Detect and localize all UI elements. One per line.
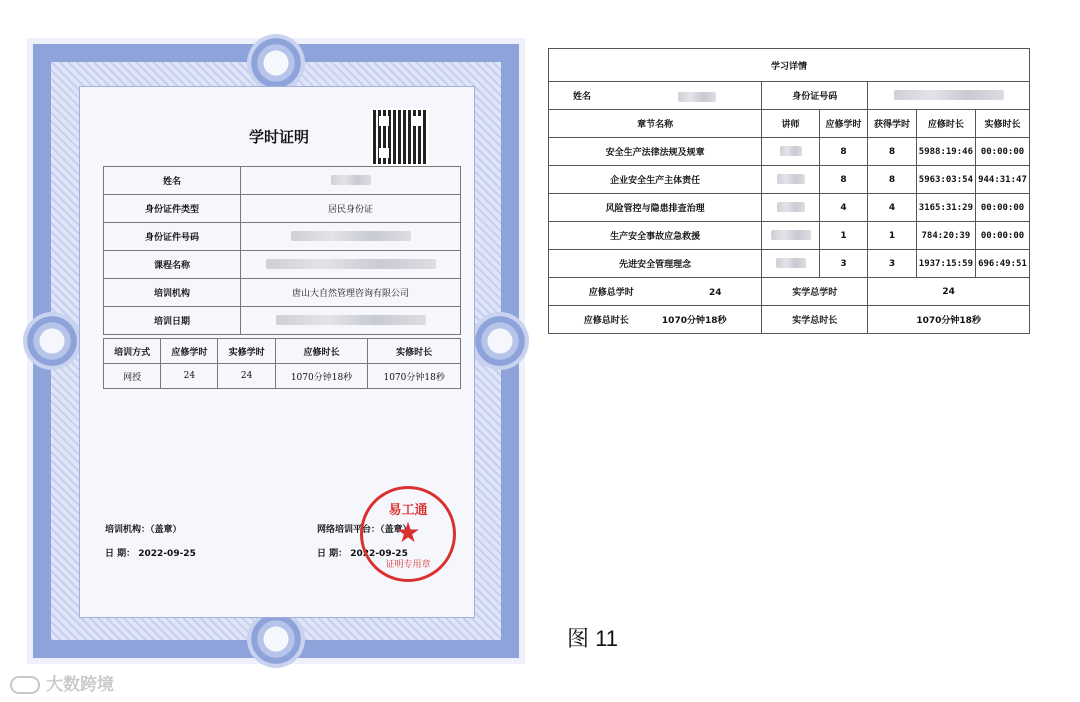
chapter-name: 企业安全生产主体责任 (549, 166, 762, 194)
required-hours: 3 (819, 250, 868, 278)
table-row (549, 138, 1030, 166)
required-time: 1937:15:59 (916, 250, 975, 278)
redacted-blur (266, 259, 436, 269)
redacted-blur (780, 146, 802, 156)
total-actual-time: 1070分钟18秒 (868, 306, 1030, 334)
redacted-blur (777, 202, 805, 212)
info-label: 培训日期 (104, 307, 241, 335)
total-actual-hours-label: 实学总学时 (762, 278, 868, 306)
sign-right-date: 日 期： 2022-09-25 (317, 549, 408, 559)
required-hours: 4 (819, 194, 868, 222)
redacted-blur (331, 175, 371, 185)
details-title: 学习详情 (549, 49, 1030, 82)
required-time: 5988:19:46 (916, 138, 975, 166)
required-hours: 8 (819, 138, 868, 166)
actual-time: 944:31:47 (975, 166, 1029, 194)
redacted-blur (894, 90, 1004, 100)
total-required-time: 1070分钟18秒 (661, 316, 727, 326)
info-label: 姓名 (104, 167, 241, 195)
table-cell: 24 (218, 364, 275, 389)
table-row (104, 307, 461, 335)
watermark-text: 大数跨境 (46, 675, 114, 695)
table-title-row (549, 49, 1030, 82)
totals-cell (549, 306, 762, 334)
id-value (868, 82, 1030, 110)
info-label: 身份证件号码 (104, 223, 241, 251)
chapter-name: 安全生产法律法规及规章 (549, 138, 762, 166)
total-required-hours-label: 应修总学时 (588, 288, 634, 298)
info-label: 身份证件类型 (104, 195, 241, 223)
table-row (104, 167, 461, 195)
table-row (549, 82, 1030, 110)
column-header: 应修学时 (161, 339, 218, 364)
total-actual-hours: 24 (868, 278, 1030, 306)
table-row (104, 195, 461, 223)
table-row (104, 279, 461, 307)
table-row (549, 278, 1030, 306)
redacted-blur (771, 230, 811, 240)
border-rosette (471, 312, 529, 370)
certificate-info-table (103, 166, 461, 335)
lecturer-cell (762, 222, 819, 250)
table-row (549, 222, 1030, 250)
seal-top-text: 易工通 (388, 503, 428, 518)
chapter-name: 生产安全事故应急救援 (549, 222, 762, 250)
earned-hours: 8 (868, 138, 917, 166)
column-header: 讲师 (762, 110, 819, 138)
total-actual-time-label: 实学总时长 (762, 306, 868, 334)
earned-hours: 1 (868, 222, 917, 250)
redacted-blur (678, 92, 716, 102)
info-value: 居民身份证 (241, 195, 461, 223)
earned-hours: 4 (868, 194, 917, 222)
required-time: 784:20:39 (916, 222, 975, 250)
column-header: 应修时长 (275, 339, 368, 364)
column-header: 应修时长 (916, 110, 975, 138)
actual-time: 00:00:00 (975, 222, 1029, 250)
total-required-time-label: 应修总时长 (583, 316, 629, 326)
redacted-blur (276, 315, 426, 325)
table-header-row (549, 110, 1030, 138)
column-header: 章节名称 (549, 110, 762, 138)
border-rosette (247, 34, 305, 92)
column-header: 获得学时 (868, 110, 917, 138)
sign-right-org: 网络培训平台：（盖章） (317, 525, 412, 535)
column-header: 培训方式 (104, 339, 161, 364)
qr-code-icon (371, 108, 429, 166)
redacted-blur (776, 258, 806, 268)
lecturer-cell (762, 250, 819, 278)
sign-left-org: 培训机构：（盖章） (105, 525, 182, 535)
actual-time: 00:00:00 (975, 194, 1029, 222)
earned-hours: 3 (868, 250, 917, 278)
lecturer-cell (762, 194, 819, 222)
chapter-name: 风险管控与隐患排查治理 (549, 194, 762, 222)
column-header: 实修学时 (218, 339, 275, 364)
column-header: 实修时长 (368, 339, 461, 364)
lecturer-cell (762, 138, 819, 166)
redacted-blur (291, 231, 411, 241)
info-value-date (241, 307, 461, 335)
table-cell: 24 (161, 364, 218, 389)
required-hours: 1 (819, 222, 868, 250)
actual-time: 696:49:51 (975, 250, 1029, 278)
border-rosette (23, 312, 81, 370)
table-cell: 1070分钟18秒 (275, 364, 368, 389)
column-header: 应修学时 (819, 110, 868, 138)
lecturer-cell (762, 166, 819, 194)
info-value-course (241, 251, 461, 279)
redacted-blur (777, 174, 805, 184)
table-row (104, 223, 461, 251)
learning-details-table (548, 48, 1030, 334)
required-time: 5963:03:54 (916, 166, 975, 194)
totals-cell (549, 278, 762, 306)
training-table (103, 338, 461, 389)
table-row (104, 251, 461, 279)
table-row (549, 194, 1030, 222)
figure-label: 图 11 (567, 626, 618, 651)
table-row (549, 166, 1030, 194)
required-hours: 8 (819, 166, 868, 194)
column-header: 实修时长 (975, 110, 1029, 138)
table-header-row (104, 339, 461, 364)
certificate (27, 38, 525, 664)
table-row (549, 250, 1030, 278)
sign-left-date: 日 期： 2022-09-25 (105, 549, 196, 559)
info-value: 唐山大自然管理咨询有限公司 (241, 279, 461, 307)
table-cell: 网授 (104, 364, 161, 389)
required-time: 3165:31:29 (916, 194, 975, 222)
info-value-name (241, 167, 461, 195)
border-rosette (247, 610, 305, 668)
star-icon: ★ (395, 516, 421, 549)
certificate-title: 学时证明 (249, 128, 310, 146)
chapter-name: 先进安全管理理念 (549, 250, 762, 278)
official-seal (360, 486, 456, 582)
table-row (549, 306, 1030, 334)
watermark (10, 670, 114, 695)
total-required-hours: 24 (708, 288, 722, 298)
info-value-id (241, 223, 461, 251)
earned-hours: 8 (868, 166, 917, 194)
table-cell: 1070分钟18秒 (368, 364, 461, 389)
name-label: 姓名 (573, 92, 592, 102)
chat-bubble-icon (10, 676, 40, 694)
actual-time: 00:00:00 (975, 138, 1029, 166)
seal-bottom-text: 证明专用章 (385, 560, 431, 570)
name-label-cell (549, 82, 762, 110)
info-label: 培训机构 (104, 279, 241, 307)
id-label: 身份证号码 (762, 82, 868, 110)
info-label: 课程名称 (104, 251, 241, 279)
table-row (104, 364, 461, 389)
